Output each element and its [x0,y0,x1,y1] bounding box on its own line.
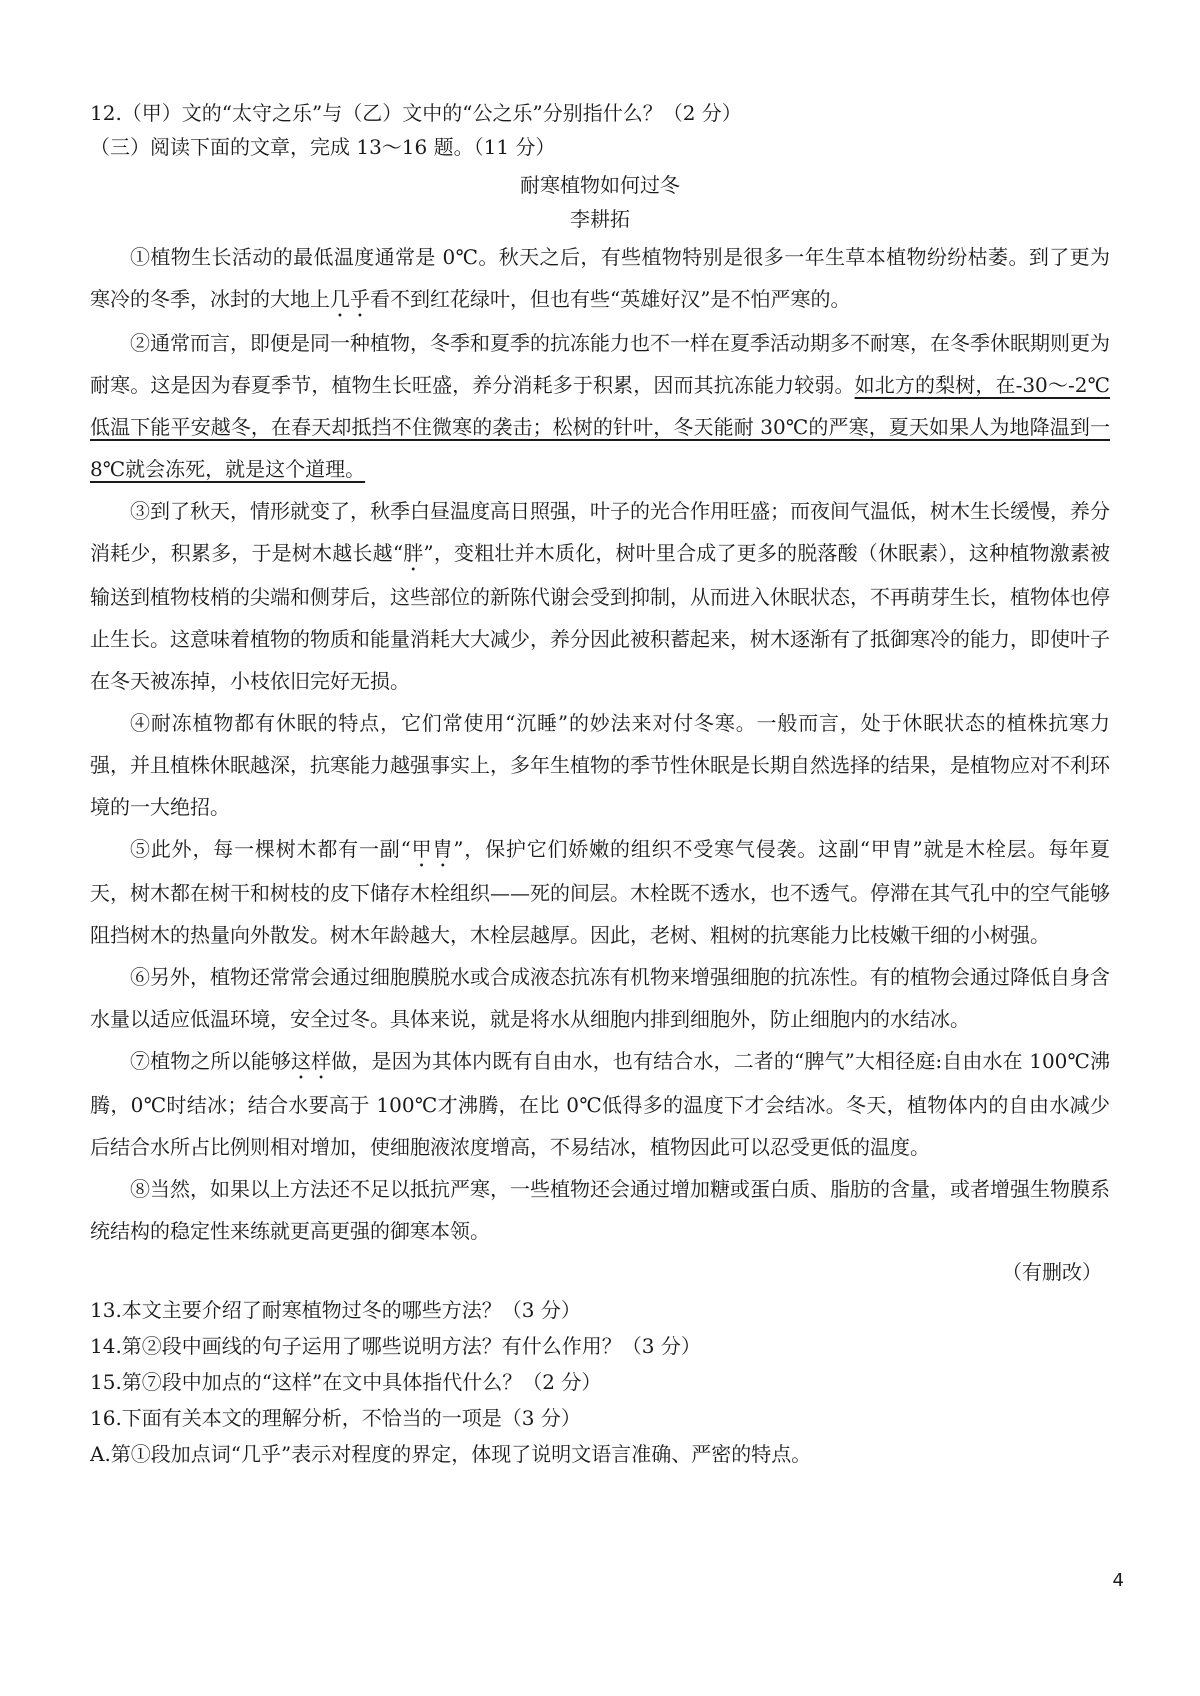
question-16-option-a: A.第①段加点词“几乎”表示对程度的界定，体现了说明文语言准确、严密的特点。 [90,1442,812,1466]
paragraph-5 [90,828,1110,956]
paragraph-7-text-a: ⑦植物之所以能够 [130,1049,291,1073]
paragraph-3-text-a: ③到了秋天，情形就变了，秋季白昼温度高日照强，叶子的光合作用旺盛；而夜间气温低，树木生长缓慢，养分消耗少，积累多，于是树木越长越 [90,499,1110,565]
paragraph-8: ⑧当然，如果以上方法还不足以抵抗严寒，一些植物还会通过增加糖或蛋白质、脂肪的含量，或者增强生物膜系统结构的稳定性来练就更高更强的御寒本领。 [90,1177,1110,1243]
paragraph-6: ⑥另外，植物还常常会通过细胞膜脱水或合成液态抗冻有机物来增强细胞的抗冻性。有的植物会通过降低自身含水量以适应低温环境，安全过冬。具体来说，就是将水从细胞内排到细胞外，防止细胞内的水结冰。 [90,965,1110,1031]
article-author: 李耕拓 [570,207,630,231]
underlined-sentence: 如北方的梨树，在-30～-2℃低温下能平安越冬，在春天却抵挡不住微寒的袭击；松树的针叶，冬天能耐 30℃的严寒，夏天如果人为地降温到一 8℃就会冻死，就是这个道理。 [90,373,1111,481]
paragraph-7 [90,1040,1110,1168]
page-number: 4 [1112,1570,1124,1591]
paragraph-3-text-b: ，变粗壮并木质化，树叶里合成了更多的脱落酸（休眠素），这种植物激素被输送到植物枝梢的尖端和侧芽后，这些部位的新陈代谢会受到抑制，从而进入休眠状态，不再萌芽生长，植物体也停止生长。这意味着植物的物质和能量消耗大大减少，养分因此被积蓄起来，树木逐渐有了抵御寒冷的能力，即使叶子在冬天被冻掉，小枝依旧完好无损。 [90,541,1111,693]
paragraph-4: ④耐冻植物都有休眠的特点，它们常使用“沉睡”的妙法来对付冬寒。一般而言，处于休眠状态的植株抗寒力强，并且植株休眠越深，抗寒能力越强事实上，多年生植物的季节性休眠是长期自然选择的结果，是植物应对不利环境的一大绝招。 [90,711,1110,819]
paragraph-2-text-a: ②通常而言，即便是同一种植物，冬季和夏季的抗冻能力也不一样在夏季活动期多不耐寒，在冬季休眠期则更为耐寒。这是因为春夏季节，植物生长旺盛，养分消耗多于积累，因而其抗冻能力较弱。 [90,331,1110,397]
dotted-word-jihu: 几乎 [330,287,370,311]
paragraph-3 [90,490,1110,702]
document-page [90,96,1110,1472]
section-3-heading: （三）阅读下面的文章，完成 13～16 题。（11 分） [90,135,556,159]
question-15: 15.第⑦段中加点的“这样”在文中具体指代什么？（2 分） [90,1370,602,1394]
question-14: 14.第②段中画线的句子运用了哪些说明方法？有什么作用？（3 分） [90,1334,701,1358]
paragraph-2 [90,322,1110,490]
dotted-word-jiazhou: 甲胄 [410,837,454,861]
paragraph-7-text-b: 做，是因为其体内既有自由水，也有结合水，二者的“脾气”大相径庭:自由水在 100℃沸腾，0℃时结冰；结合水要高于 100℃才沸腾，在比 0℃低得多的温度下才会结冰。冬天，植物体内的自由水减少后结合水所占比例则相对增加，使细胞液浓度增高，不易结冰，植物因此可以忍受更低的温度。 [90,1049,1111,1159]
dotted-word-pang: “胖” [392,541,434,565]
question-13: 13.本文主要介绍了耐寒植物过冬的哪些方法？（3 分） [90,1298,581,1322]
question-12: 12.（甲）文的“太守之乐”与（乙）文中的“公之乐”分别指什么？（2 分） [90,101,742,125]
dotted-word-zheyang: 这样 [290,1049,332,1073]
question-16: 16.下面有关本文的理解分析，不恰当的一项是（3 分） [90,1406,581,1430]
article-title: 耐寒植物如何过冬 [520,173,680,197]
paragraph-1 [90,236,1110,322]
paragraph-5-text-a: ⑤此外，每一棵树木都有一副“ [130,837,411,861]
paragraph-1-text-a: ①植物生长活动的最低温度通常是 0℃。秋天之后，有些植物特别是很多一年生草本植物纷纷枯萎。到了更为寒冷的冬季，冰封的大地上 [90,245,1110,311]
paragraph-1-text-b: 看不到红花绿叶，但也有些“英雄好汉”是不怕严寒的。 [370,287,851,311]
edit-note: （有删改） [1002,1260,1102,1284]
paragraph-5-text-b: ”，保护它们娇嫩的组织不受寒气侵袭。这副“甲胄”就是木栓层。每年夏天，树木都在树干和树枝的皮下储存木栓组织——死的间层。木栓既不透水，也不透气。停滞在其气孔中的空气能够阻挡树木的热量向外散发。树木年龄越大，木栓层越厚。因此，老树、粗树的抗寒能力比枝嫩干细的小树强。 [90,837,1110,947]
